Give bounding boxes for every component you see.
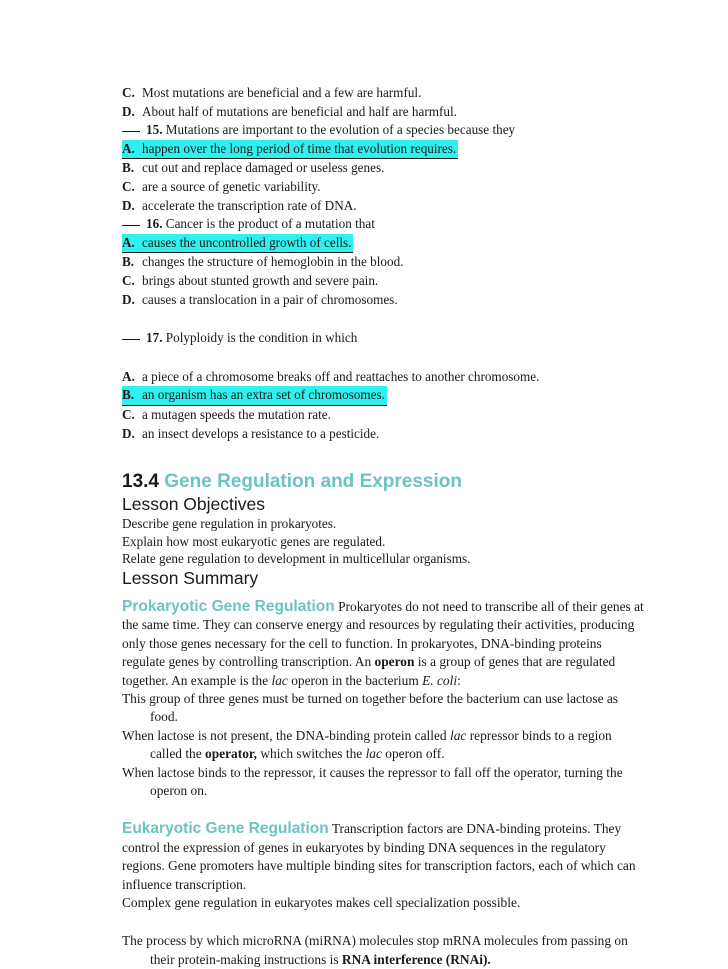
eukaryotic-lead-paragraph: [122, 820, 644, 894]
spacer: [122, 309, 644, 329]
objective-item: Explain how most eukaryotic genes are regulated.: [122, 533, 386, 549]
choice-text: are a source of genetic variability.: [142, 178, 321, 194]
spacer: [122, 443, 644, 468]
spacer: [122, 589, 644, 598]
section-heading: [122, 470, 644, 494]
choice-row: [122, 406, 644, 425]
question-stem: [122, 329, 644, 348]
choice-row: [122, 103, 644, 122]
question-number: 15.: [146, 122, 163, 138]
choice-row: [122, 178, 644, 197]
choice-row: [122, 272, 644, 291]
spacer: [122, 912, 644, 932]
spacer: [122, 800, 644, 820]
choice-row-highlighted: [122, 140, 458, 160]
prokaryotic-lead-text: Prokaryotes do not need to transcribe all of their genes at the same time. They can conserve energy and resources by regulating their activities, producing only those genes necessary for the cell to function. In prokaryotes, DNA-binding proteins regulate genes by controlling transcription. An operon is a group of genes that are regulated together. An example is the lac operon in the bacterium E. coli:: [122, 598, 644, 688]
lesson-objectives-heading: Lesson Objectives: [122, 494, 265, 515]
choice-letter: D.: [122, 197, 135, 213]
choice-text: changes the structure of hemoglobin in the blood.: [142, 254, 404, 270]
question-number: 17.: [146, 330, 163, 346]
spacer: [122, 348, 644, 368]
choice-letter: C.: [122, 272, 135, 288]
lesson-summary-heading: Lesson Summary: [122, 567, 259, 588]
choice-text: a piece of a chromosome breaks off and reattaches to another chromosome.: [142, 368, 540, 384]
choice-text: cut out and replace damaged or useless genes.: [142, 160, 385, 176]
choice-letter: B.: [122, 160, 135, 176]
section-title: Gene Regulation and Expression: [164, 471, 462, 493]
section-number: 13.4: [122, 471, 159, 493]
choice-row-highlighted: [122, 386, 387, 406]
choice-letter: D.: [122, 291, 135, 307]
answer-blank[interactable]: [122, 330, 140, 340]
choice-letter: A.: [122, 368, 135, 384]
choice-row: [122, 291, 644, 310]
choice-letter: B.: [122, 254, 135, 270]
page-content: [122, 84, 644, 969]
eukaryotic-bullet: Complex gene regulation in eukaryotes makes cell specialization possible.: [122, 894, 521, 910]
choice-row: [122, 197, 644, 216]
choice-text: About half of mutations are beneficial and half are harmful.: [142, 103, 457, 119]
objective-item: Relate gene regulation to development in multicellular organisms.: [122, 551, 471, 567]
choice-letter: D.: [122, 103, 135, 119]
prokaryotic-run-in-heading: Prokaryotic Gene Regulation: [122, 597, 335, 615]
choice-text: causes the uncontrolled growth of cells.: [142, 234, 352, 250]
choice-row: [122, 84, 644, 103]
rnai-closing-paragraph: The process by which microRNA (miRNA) molecules stop mRNA molecules from passing on their protein-making instructions is RNA interference (RNAi).: [122, 933, 628, 967]
question-number: 16.: [146, 216, 163, 232]
choice-letter: A.: [122, 234, 135, 250]
choice-text: a mutagen speeds the mutation rate.: [142, 406, 331, 422]
choice-letter: C.: [122, 178, 135, 194]
choice-row: [122, 425, 644, 444]
objective-item: Describe gene regulation in prokaryotes.: [122, 516, 337, 532]
orphan-choice-list: [122, 84, 644, 121]
choice-letter: C.: [122, 406, 135, 422]
choice-letter: C.: [122, 85, 135, 100]
answer-blank[interactable]: [122, 216, 140, 226]
choice-text: an insect develops a resistance to a pesticide.: [142, 425, 380, 441]
question-stem: [122, 121, 644, 140]
choice-row: [122, 253, 644, 272]
question-stem: [122, 215, 644, 234]
choice-text: causes a translocation in a pair of chromosomes.: [142, 291, 398, 307]
choice-row: [122, 368, 644, 387]
prokaryotic-bullet: This group of three genes must be turned on together before the bacterium can use lactose as food.: [122, 690, 619, 725]
eukaryotic-run-in-heading: Eukaryotic Gene Regulation: [122, 820, 329, 838]
choice-letter: B.: [122, 387, 135, 403]
choice-letter: D.: [122, 425, 135, 441]
prokaryotic-lead-paragraph: [122, 598, 644, 690]
question-text: Polyploidy is the condition in which: [165, 330, 358, 346]
question-text: Mutations are important to the evolution of a species because they: [165, 122, 516, 138]
choice-row: [122, 159, 644, 178]
prokaryotic-bullet: When lactose is not present, the DNA-binding protein called lac repressor binds to a region called the operator, which switches the lac operon off.: [122, 727, 612, 762]
choice-text: happen over the long period of time that evolution requires.: [142, 140, 457, 156]
choice-text: brings about stunted growth and severe pain.: [142, 272, 379, 288]
eukaryotic-lead-text: Transcription factors are DNA-binding proteins. They control the expression of genes in eukaryotes by binding DNA sequences in the regulatory regions. Gene promoters have multiple binding sites for transcription factors, each of which can influence transcription.: [122, 821, 636, 892]
choice-text: an organism has an extra set of chromosomes.: [142, 387, 385, 403]
choice-row-highlighted: [122, 234, 353, 254]
question-text: Cancer is the product of a mutation that: [165, 216, 375, 232]
choice-letter: A.: [122, 140, 135, 156]
choice-text: accelerate the transcription rate of DNA.: [142, 197, 357, 213]
answer-blank[interactable]: [122, 122, 140, 132]
choice-text: Most mutations are beneficial and a few are harmful.: [142, 85, 422, 100]
prokaryotic-bullet: When lactose binds to the repressor, it causes the repressor to fall off the operator, turning the operon on.: [122, 764, 623, 798]
